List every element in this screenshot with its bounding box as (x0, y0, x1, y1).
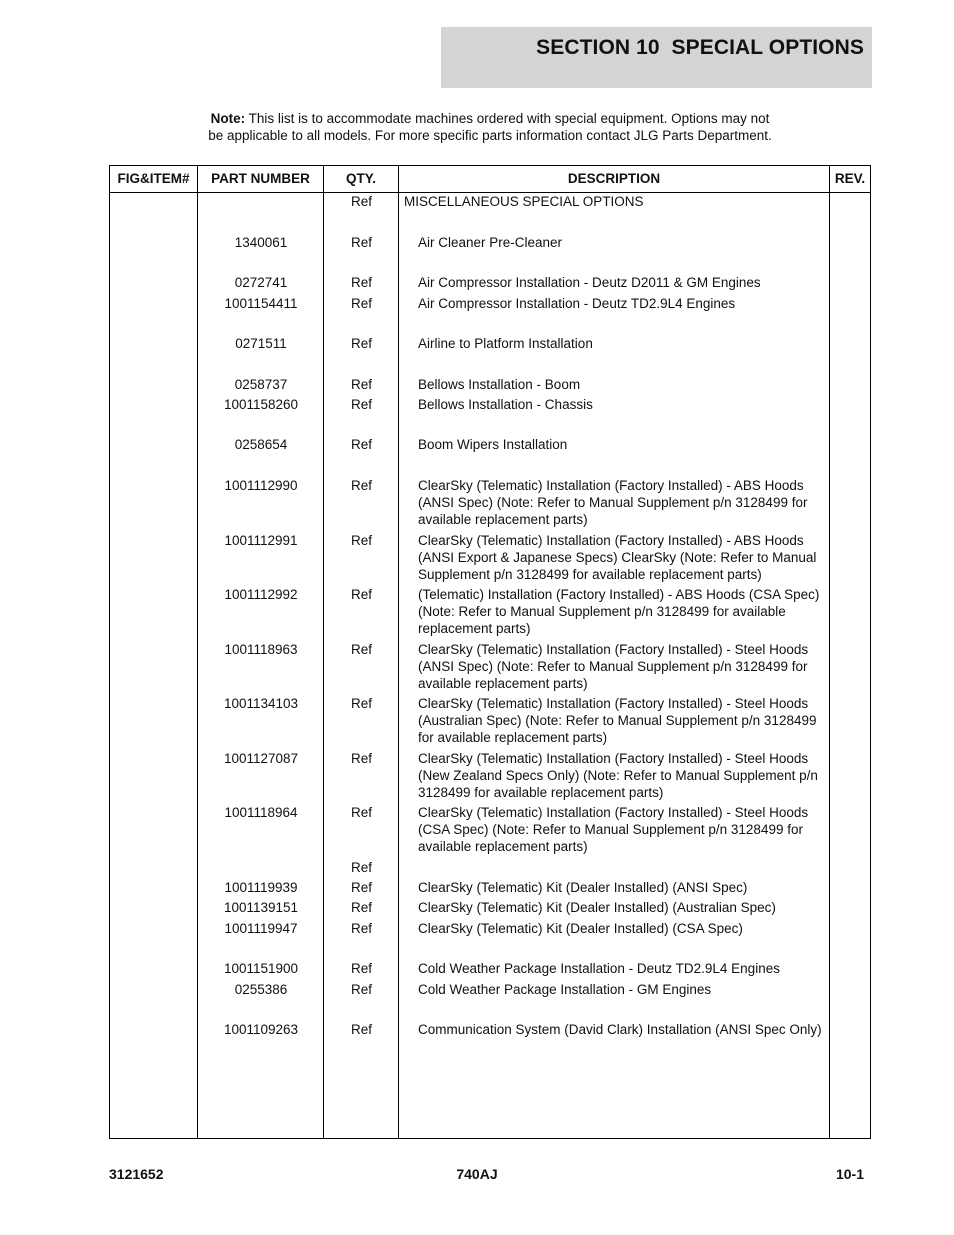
quantity: Ref (350, 296, 372, 311)
part-number: 1001119939 (224, 880, 298, 895)
quantity: Ref (350, 982, 372, 997)
header-part-number: PART NUMBER (211, 171, 310, 186)
part-number: 1001134103 (223, 696, 299, 711)
description: ClearSky (Telematic) Installation (Factory Installed) - Steel Hoods (CSA Spec) (Note: Refer to Manual Supplement p/n 3128499 for available replacement parts) (418, 805, 809, 854)
part-number: 0255386 (234, 982, 288, 997)
section-title: SECTION 10 SPECIAL OPTIONS (536, 36, 864, 59)
quantity: Ref (350, 397, 372, 412)
quantity: Ref (350, 642, 372, 657)
description: Boom Wipers Installation (418, 437, 568, 452)
quantity: Ref (350, 696, 372, 711)
header-qty: QTY. (345, 171, 376, 186)
part-number: 1001109263 (223, 1022, 299, 1037)
parts-table (109, 165, 871, 1139)
footer-document-number: 3121652 (109, 1166, 164, 1182)
header-rev: REV. (834, 171, 866, 186)
description: ClearSky (Telematic) Installation (Factory Installed) - ABS Hoods (ANSI Spec) (Note: Refer to Manual Supplement p/n 3128499 for available replacement parts) (418, 478, 808, 527)
part-number: 0272741 (234, 275, 288, 290)
description: ClearSky (Telematic) Kit (Dealer Installed) (Australian Spec) (418, 900, 776, 915)
description: Airline to Platform Installation (418, 336, 593, 351)
description: ClearSky (Telematic) Kit (Dealer Installed) (CSA Spec) (418, 921, 743, 936)
quantity: Ref (350, 587, 372, 602)
part-number: 1340061 (234, 235, 288, 250)
description: Cold Weather Package Installation - Deutz TD2.9L4 Engines (418, 961, 780, 976)
part-number: 1001118964 (224, 805, 298, 820)
description: Bellows Installation - Chassis (418, 397, 593, 412)
description: Communication System (David Clark) Installation (ANSI Spec Only) (418, 1022, 822, 1037)
column-divider (829, 166, 830, 1138)
part-number: 1001119947 (224, 921, 298, 936)
part-number: 1001118963 (224, 642, 298, 657)
part-number: 1001112992 (224, 587, 298, 602)
description: MISCELLANEOUS SPECIAL OPTIONS (404, 194, 644, 209)
description: Bellows Installation - Boom (418, 377, 581, 392)
header-fig-item: FIG&ITEM# (117, 171, 190, 186)
part-number: 1001112991 (224, 533, 298, 548)
quantity: Ref (350, 336, 372, 351)
part-number: 1001158260 (223, 397, 299, 412)
note-label: Note: (210, 111, 246, 126)
part-number: 1001151900 (223, 961, 299, 976)
quantity: Ref (350, 377, 372, 392)
quantity: Ref (350, 235, 372, 250)
quantity: Ref (350, 478, 372, 493)
part-number: 1001127087 (223, 751, 299, 766)
header-description: DESCRIPTION (567, 171, 661, 186)
footer-page-number: 10-1 (835, 1166, 864, 1182)
footer-model: 740AJ (456, 1166, 498, 1182)
note-text-line1: This list is to accommodate machines ordered with special equipment. Options may not (245, 111, 770, 126)
description: ClearSky (Telematic) Installation (Factory Installed) - Steel Hoods (ANSI Spec) (Note: Refer to Manual Supplement p/n 3128499 for available replacement parts) (418, 642, 809, 691)
quantity: Ref (350, 860, 372, 875)
note-paragraph (150, 110, 830, 144)
quantity: Ref (350, 437, 372, 452)
description: (Telematic) Installation (Factory Installed) - ABS Hoods (CSA Spec) (Note: Refer to Manual Supplement p/n 3128499 for available replacement parts) (418, 587, 820, 636)
description: ClearSky (Telematic) Installation (Factory Installed) - ABS Hoods (ANSI Export & Japanese Specs) ClearSky (Note: Refer to Manual Supplement p/n 3128499 for available replacement parts) (418, 533, 817, 582)
quantity: Ref (350, 1022, 372, 1037)
quantity: Ref (350, 275, 372, 290)
part-number: 1001139151 (223, 900, 299, 915)
description: ClearSky (Telematic) Kit (Dealer Installed) (ANSI Spec) (418, 880, 748, 895)
part-number: 1001154411 (224, 296, 298, 311)
quantity: Ref (350, 900, 372, 915)
description: Air Compressor Installation - Deutz D2011 & GM Engines (418, 275, 761, 290)
section-header (441, 27, 872, 88)
quantity: Ref (350, 961, 372, 976)
part-number: 0258737 (234, 377, 288, 392)
quantity: Ref (350, 194, 372, 209)
quantity: Ref (350, 921, 372, 936)
note-text-line2: be applicable to all models. For more specific parts information contact JLG Parts Department. (208, 128, 772, 143)
part-number: 1001112990 (224, 478, 298, 493)
part-number: 0258654 (234, 437, 288, 452)
quantity: Ref (350, 533, 372, 548)
description: Cold Weather Package Installation - GM Engines (418, 982, 712, 997)
quantity: Ref (350, 751, 372, 766)
part-number: 0271511 (235, 336, 287, 351)
description: ClearSky (Telematic) Installation (Factory Installed) - Steel Hoods (Australian Spec) (Note: Refer to Manual Supplement p/n 3128499 for available replacement parts) (418, 696, 817, 745)
description: ClearSky (Telematic) Installation (Factory Installed) - Steel Hoods (New Zealand Specs Only) (Note: Refer to Manual Supplement p/n 3128499 for available replacement parts) (418, 751, 818, 800)
description: Air Compressor Installation - Deutz TD2.9L4 Engines (418, 296, 736, 311)
description: Air Cleaner Pre-Cleaner (418, 235, 563, 250)
quantity: Ref (350, 805, 372, 820)
quantity: Ref (350, 880, 372, 895)
